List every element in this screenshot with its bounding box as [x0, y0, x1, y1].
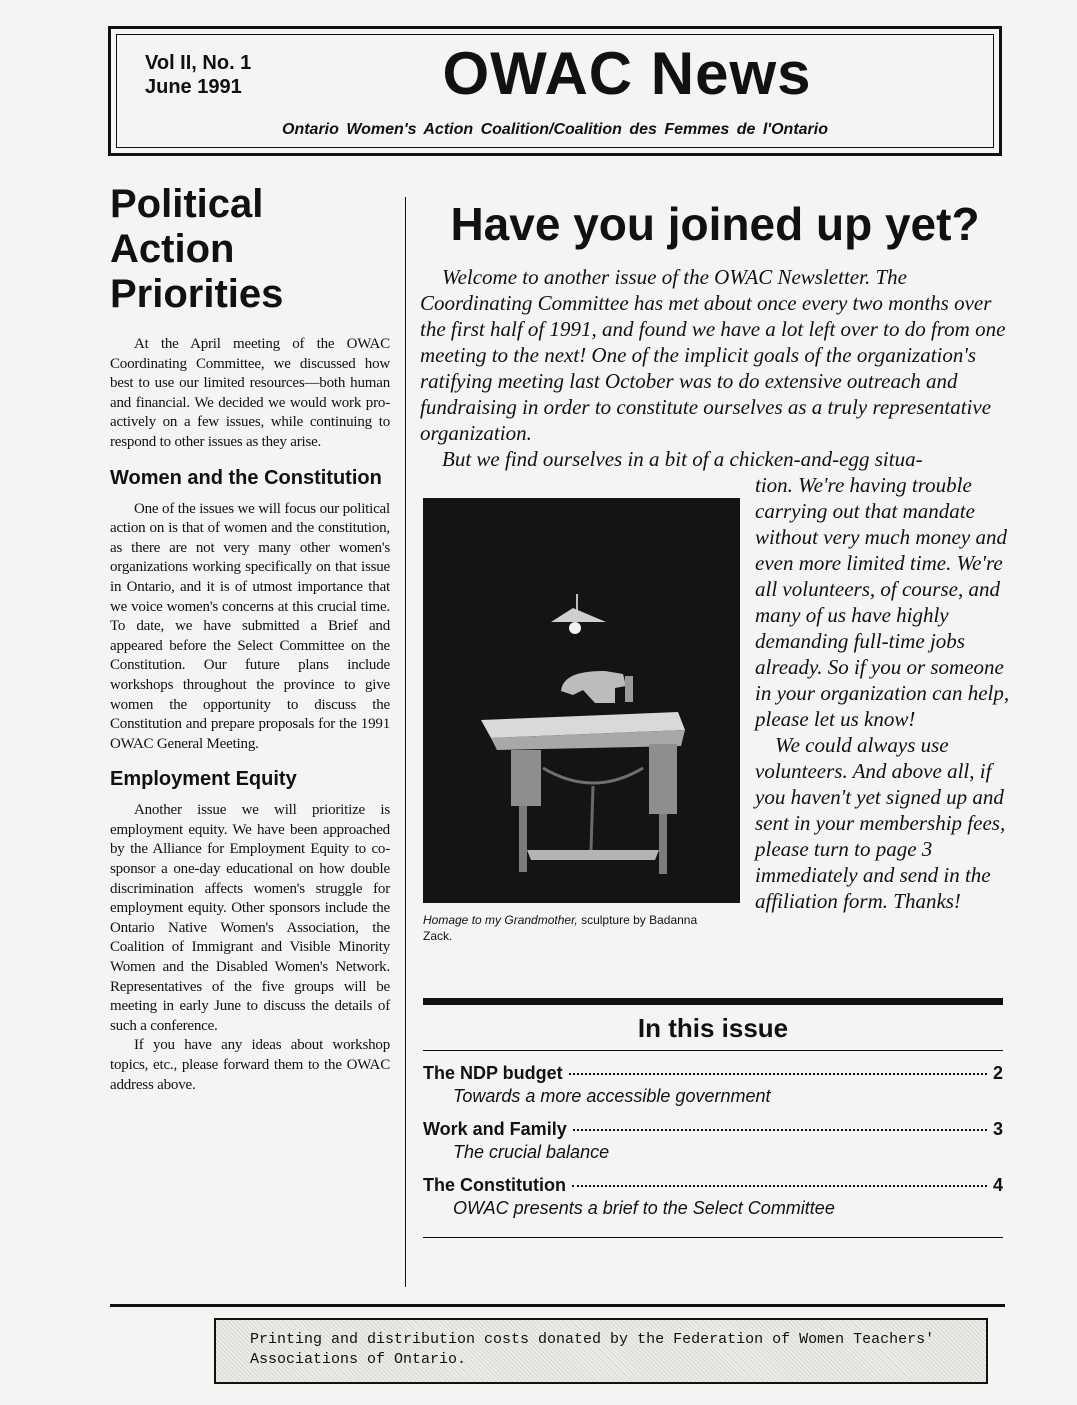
right-article-intro	[420, 264, 1010, 472]
section-body-employment-equity: Another issue we will prioritize is employment equity. We have been approached by the Alliance for Employment Equity to co-sponsor a one-day educational on how double discrimination affects women's struggle for employment equity. Other sponsors include the Ontario Native Women's Association, the Coalition of Immigrant and Visible Minority Women and the Disabled Women's Network. Representatives of the five groups will be meeting in early June to discuss the details of such a conference.	[110, 802, 390, 1034]
toc-item-page: 4	[992, 1175, 1003, 1195]
toc-leader-dots	[572, 1185, 987, 1187]
right-article-para3: We could always use volunteers. And above all, if you haven't yet signed up and sent in your membership fees, please turn to page 3 immediately and send in the affiliation form. Thanks!	[755, 733, 1006, 913]
right-article-heading: Have you joined up yet?	[450, 198, 980, 250]
left-article-heading: Political Action Priorities	[110, 182, 284, 316]
toc-item-subtitle: OWAC presents a brief to the Select Committee	[453, 1198, 835, 1218]
toc-item-page: 2	[992, 1063, 1003, 1083]
sculpture-photo	[423, 498, 740, 903]
section-body-constitution: One of the issues we will focus our political action on is that of women and the constitution, as there are not very many other women's organizations working specifically on that issue in Ontario, and it is of utmost importance that we voice women's concerns at this crucial time. To date, we have submitted a Brief and appeared before the Select Committee on the Constitution. Our future plans include workshops throughout the province to give women the opportunity to discuss the Constitution and prepare proposals for the 1991 OWAC General Meeting.	[110, 500, 390, 752]
right-article-para2-rest: tion. We're having trouble carrying out that mandate without very much money and even more limited time. We're all volunteers, of course, and many of us have highly demanding full-time jobs already. So if you or someone in your organization can help, please let us know!	[755, 473, 1010, 731]
left-article	[110, 182, 390, 1095]
toc-item-page: 3	[992, 1119, 1003, 1139]
toc-leader-dots	[569, 1073, 987, 1075]
right-article-para1: Welcome to another issue of the OWAC Newsletter. The Coordinating Committee has met about once every two months over the first half of 1991, and found we have a lot left over to do from one meeting to the next! One of the implicit goals of the organization's ratifying meeting last October was to do extensive outreach and fundraising in order to constitute ourselves as a truly representative organization.	[420, 265, 1006, 445]
photo-caption-credit: sculpture by Badanna Zack.	[423, 913, 698, 943]
toc-item-subtitle: The crucial balance	[453, 1142, 610, 1162]
toc-item[interactable]	[423, 1119, 1003, 1163]
masthead-inner-border	[116, 34, 994, 148]
toc-top-bar	[423, 998, 1003, 1005]
footer-rule	[110, 1304, 1005, 1307]
toc-item-title: The Constitution	[423, 1175, 566, 1195]
masthead	[108, 26, 1002, 156]
photo-caption	[423, 912, 723, 944]
issue-info	[145, 51, 251, 99]
section-heading-constitution: Women and the Constitution	[110, 466, 382, 489]
toc-divider	[423, 1050, 1003, 1051]
issue-date: June 1991	[145, 76, 242, 98]
toc-leader-dots	[573, 1129, 987, 1131]
in-this-issue-box	[423, 998, 1003, 1238]
issue-volume: Vol II, No. 1	[145, 52, 252, 74]
toc-item[interactable]	[423, 1175, 1003, 1219]
toc-bottom-rule	[423, 1237, 1003, 1238]
toc-item-title: Work and Family	[423, 1119, 567, 1139]
sculpture-image	[423, 498, 740, 903]
newsletter-subtitle: Ontario Women's Action Coalition/Coalition des Femmes de l'Ontario	[282, 121, 828, 138]
toc-item-title: The NDP budget	[423, 1063, 563, 1083]
printing-credit-text: Printing and distribution costs donated by the Federation of Women Teachers' Associations of Ontario.	[250, 1331, 935, 1368]
right-article-side-text	[755, 472, 1010, 914]
printing-credit-box	[214, 1318, 988, 1384]
section-heading-employment-equity: Employment Equity	[110, 768, 297, 791]
left-article-intro: At the April meeting of the OWAC Coordinating Committee, we discussed how best to use our limited resources—both human and financial. We decided we would work pro-actively on a few issues, while continuing to respond to other issues as they arise.	[110, 336, 390, 450]
photo-caption-title: Homage to my Grandmother,	[423, 913, 578, 927]
newsletter-title: OWAC News	[442, 40, 812, 107]
toc-item[interactable]	[423, 1063, 1003, 1107]
right-article-para2-start: But we find ourselves in a bit of a chicken-and-egg situa-	[442, 447, 923, 471]
column-divider	[405, 197, 406, 1287]
toc-title: In this issue	[637, 1013, 789, 1043]
toc-item-subtitle: Towards a more accessible government	[453, 1086, 771, 1106]
left-article-closing: If you have any ideas about workshop topics, etc., please forward them to the OWAC address above.	[110, 1037, 390, 1093]
